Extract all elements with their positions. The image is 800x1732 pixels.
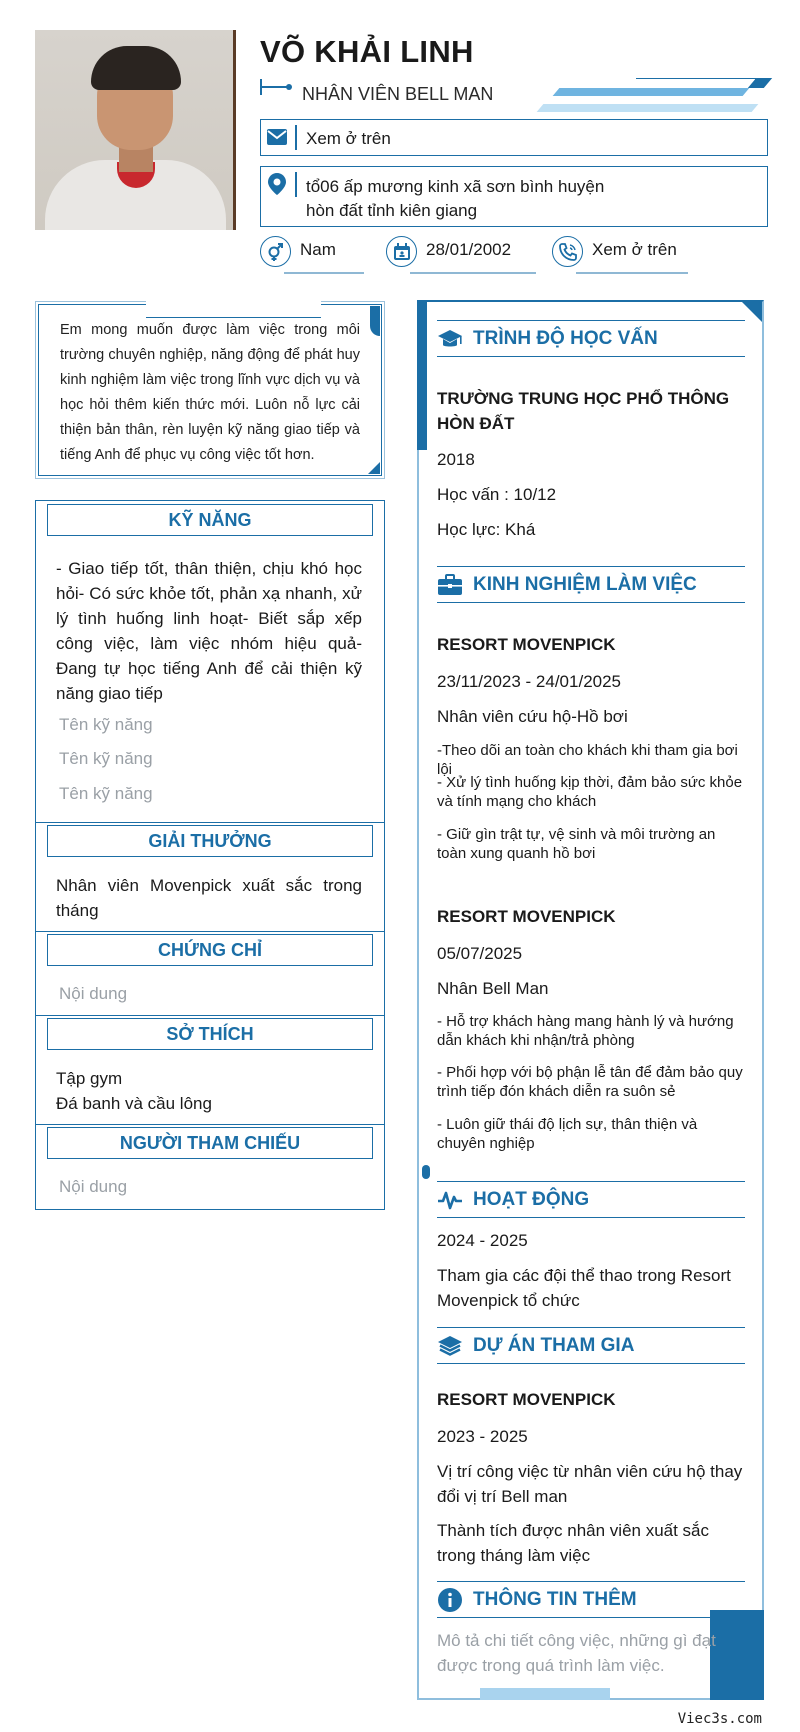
certificates-placeholder: Nội dung [59, 984, 128, 1003]
skill-placeholder: Tên kỹ năng [59, 784, 153, 803]
gender-value: Nam [300, 240, 336, 259]
project-desc: Vị trí công việc từ nhân viên cứu hộ thay đổi vị trí Bell man [437, 1462, 743, 1506]
section-heading: CHỨNG CHỈ [47, 934, 373, 966]
job-company: RESORT MOVENPICK [437, 907, 616, 926]
objective-text: Em mong muốn được làm việc trong môi trường chuyên nghiệp, năng động để phát huy kinh nghiệm làm việc trong lĩnh vực dịch vụ và học hỏi thêm kiến thức mới. Luôn nỗ lực cải thiện bản thân, rèn luyện kỹ năng giao tiếp và tiếng Anh để phục vụ công việc tốt hơn. [60, 322, 360, 463]
frame-decoration [417, 300, 427, 450]
title-decoration [260, 86, 290, 88]
layers-icon [437, 1333, 463, 1359]
project-name: RESORT MOVENPICK [437, 1390, 616, 1409]
email-value: Xem ở trên [306, 129, 391, 148]
phone-value: Xem ở trên [592, 240, 677, 259]
education-grade: Học lực: Khá [437, 520, 536, 539]
section-title: TRÌNH ĐỘ HỌC VẤN [473, 328, 658, 349]
more-info-placeholder: Mô tả chi tiết công việc, những gì đạt được trong quá trình làm việc. [437, 1631, 716, 1675]
section-title: DỰ ÁN THAM GIA [473, 1335, 635, 1356]
header-decoration [553, 88, 750, 96]
activity-text: Tham gia các đội thể thao trong Resort Movenpick tổ chức [437, 1266, 731, 1310]
references-section [35, 1124, 385, 1210]
references-placeholder: Nội dung [59, 1177, 128, 1196]
job-bullet: - Hỗ trợ khách hàng mang hành lý và hướng dẫn khách khi nhận/trả phòng [437, 1013, 734, 1049]
info-icon [437, 1587, 463, 1613]
mail-icon [264, 124, 290, 150]
birthday-value: 28/01/2002 [426, 240, 512, 259]
section-heading: KỸ NĂNG [47, 504, 373, 536]
job-bullet: - Xử lý tình huống kịp thời, đảm bảo sức khỏe và tính mạng cho khách [437, 774, 743, 810]
gender-item [260, 236, 380, 272]
header-decoration [537, 104, 759, 112]
header-decoration [636, 78, 756, 88]
awards-section [35, 822, 385, 932]
experience-heading [437, 566, 745, 603]
projects-heading [437, 1327, 745, 1364]
hobby-item: Tập gym [56, 1069, 123, 1088]
skill-placeholder: Tên kỹ năng [59, 715, 153, 734]
frame-decoration [742, 302, 762, 322]
education-heading [437, 320, 745, 357]
footer-watermark: Viec3s.com [677, 1711, 762, 1727]
divider [284, 272, 364, 274]
job-bullet: - Luôn giữ thái độ lịch sự, thân thiện và chuyên nghiệp [437, 1116, 698, 1152]
activity-period: 2024 - 2025 [437, 1231, 528, 1250]
briefcase-icon [437, 572, 463, 598]
candidate-name: VÕ KHẢI LINH [260, 34, 474, 69]
phone-icon [552, 236, 583, 267]
job-bullet: - Giữ gìn trật tự, vệ sinh và môi trường an toàn xung quanh hồ bơi [437, 826, 716, 862]
graduation-cap-icon [437, 326, 463, 352]
gender-icon [260, 236, 291, 267]
education-level: Học vấn : 10/12 [437, 485, 557, 504]
skills-section [35, 500, 385, 824]
project-period: 2023 - 2025 [437, 1427, 528, 1446]
hobby-item: Đá banh và cầu lông [56, 1094, 212, 1113]
job-period: 05/07/2025 [437, 944, 523, 963]
section-heading: SỞ THÍCH [47, 1018, 373, 1050]
email-field [260, 119, 768, 156]
birthday-item [386, 236, 536, 272]
school-name: TRƯỜNG TRUNG HỌC PHỔ THÔNG HÒN ĐẤT [437, 389, 730, 433]
hobbies-section [35, 1015, 385, 1126]
job-company: RESORT MOVENPICK [437, 635, 616, 654]
job-period: 23/11/2023 - 24/01/2025 [437, 672, 622, 691]
phone-item [552, 236, 702, 272]
job-bullet: - Phối hợp với bộ phận lễ tân để đảm bảo quy trình tiếp đón khách diễn ra suôn sẻ [437, 1064, 743, 1100]
address-line: hòn đất tỉnh kiên giang [306, 201, 478, 220]
certificates-section [35, 931, 385, 1017]
job-bullet: -Theo dõi an toàn cho khách khi tham gia bơi lội [437, 742, 738, 778]
location-pin-icon [264, 171, 290, 197]
divider [410, 272, 536, 274]
awards-text: Nhân viên Movenpick xuất sắc trong tháng [56, 876, 362, 920]
job-position: Nhân viên cứu hộ-Hồ bơi [437, 707, 628, 726]
address-field [260, 166, 768, 227]
section-title: THÔNG TIN THÊM [473, 1589, 637, 1610]
section-title: HOẠT ĐỘNG [473, 1189, 590, 1210]
calendar-icon [386, 236, 417, 267]
heartbeat-icon [437, 1187, 463, 1213]
project-desc: Thành tích được nhân viên xuất sắc trong tháng làm việc [437, 1521, 710, 1565]
skills-text: - Giao tiếp tốt, thân thiện, chịu khó học hỏi- Có sức khỏe tốt, phản xạ nhanh, xử lý tình huống linh hoạt- Biết sắp xếp công việc, làm việc nhóm hiệu quả- Đang tự học tiếng Anh để cải thiện kỹ năng giao tiếp [56, 559, 362, 703]
section-heading: NGƯỜI THAM CHIẾU [47, 1127, 373, 1159]
career-objective [35, 301, 385, 479]
frame-decoration [422, 1165, 430, 1179]
divider [576, 272, 688, 274]
section-heading: GIẢI THƯỞNG [47, 825, 373, 857]
activities-heading [437, 1181, 745, 1218]
address-line: tổ06 ấp mương kinh xã sơn bình huyện [306, 177, 605, 196]
profile-photo [35, 30, 236, 230]
more-info-heading [437, 1581, 745, 1618]
skill-placeholder: Tên kỹ năng [59, 749, 153, 768]
job-position: Nhân Bell Man [437, 979, 549, 998]
education-year: 2018 [437, 450, 475, 469]
job-title: NHÂN VIÊN BELL MAN [302, 84, 494, 104]
section-title: KINH NGHIỆM LÀM VIỆC [473, 574, 697, 595]
frame-decoration [480, 1688, 610, 1700]
